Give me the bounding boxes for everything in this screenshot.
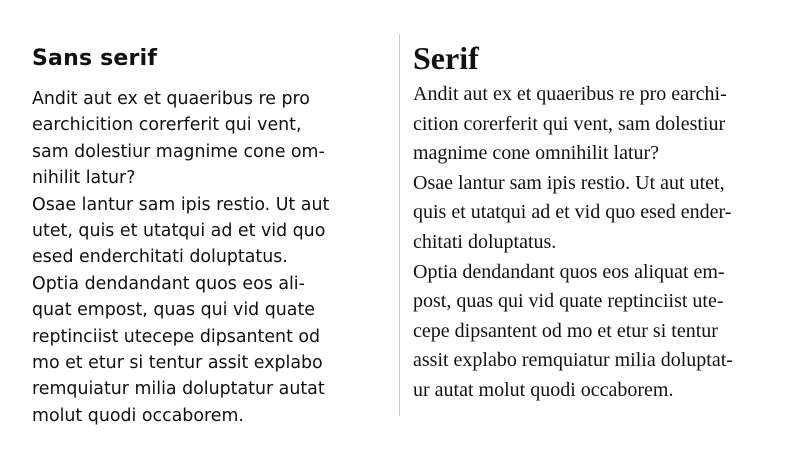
sans-serif-line: Optia dendandant quos eos ali-	[32, 273, 305, 294]
serif-line: cepe dipsantent od mo et etur si tentur	[413, 319, 718, 342]
serif-line: post, quas qui vid quate reptinciist ute-	[413, 290, 724, 313]
sans-serif-line: quat empost, quas qui vid quate	[32, 300, 315, 321]
serif-heading: Serif	[413, 40, 479, 76]
sans-serif-line: mo et etur si tentur assit explabo	[32, 353, 323, 374]
sans-serif-column	[32, 38, 384, 429]
serif-column	[413, 38, 775, 406]
sans-serif-line: reptinciist utecepe dipsantent od	[32, 326, 321, 347]
serif-line: cition corerferit qui vent, sam dolestiur	[413, 112, 726, 135]
sans-serif-line: sam dolestiur magnime cone om-	[32, 141, 325, 162]
sans-serif-line: esed enderchitati doluptatus.	[32, 247, 288, 268]
sans-serif-paragraph	[32, 86, 384, 429]
serif-line: ur autat molut quodi occaborem.	[413, 378, 674, 401]
sans-serif-line: remquiatur milia doluptatur autat	[32, 379, 325, 400]
serif-line: quis et utatqui ad et vid quo esed ender-	[413, 201, 732, 224]
sans-serif-heading: Sans serif	[32, 46, 158, 71]
serif-paragraph	[413, 80, 775, 406]
sans-serif-line: molut quodi occaborem.	[32, 405, 244, 426]
sans-serif-line: Osae lantur sam ipis restio. Ut aut	[32, 194, 330, 215]
sans-serif-line: Andit aut ex et quaeribus re pro	[32, 89, 310, 109]
serif-line: Optia dendandant quos eos aliquat em-	[413, 260, 725, 283]
sans-serif-line: earchicition corerferit qui vent,	[32, 115, 302, 136]
serif-line: assit explabo remquiatur milia doluptat-	[413, 349, 733, 372]
serif-line: Osae lantur sam ipis restio. Ut aut utet,	[413, 171, 725, 194]
serif-line: Andit aut ex et quaeribus re pro earchi-	[413, 83, 727, 105]
serif-line: chitati doluptatus.	[413, 230, 557, 253]
column-divider	[399, 34, 400, 416]
sans-serif-line: nihilit latur?	[32, 168, 136, 189]
sans-serif-line: utet, quis et utatqui ad et vid quo	[32, 221, 326, 242]
serif-line: magnime cone omnihilit latur?	[413, 142, 660, 165]
